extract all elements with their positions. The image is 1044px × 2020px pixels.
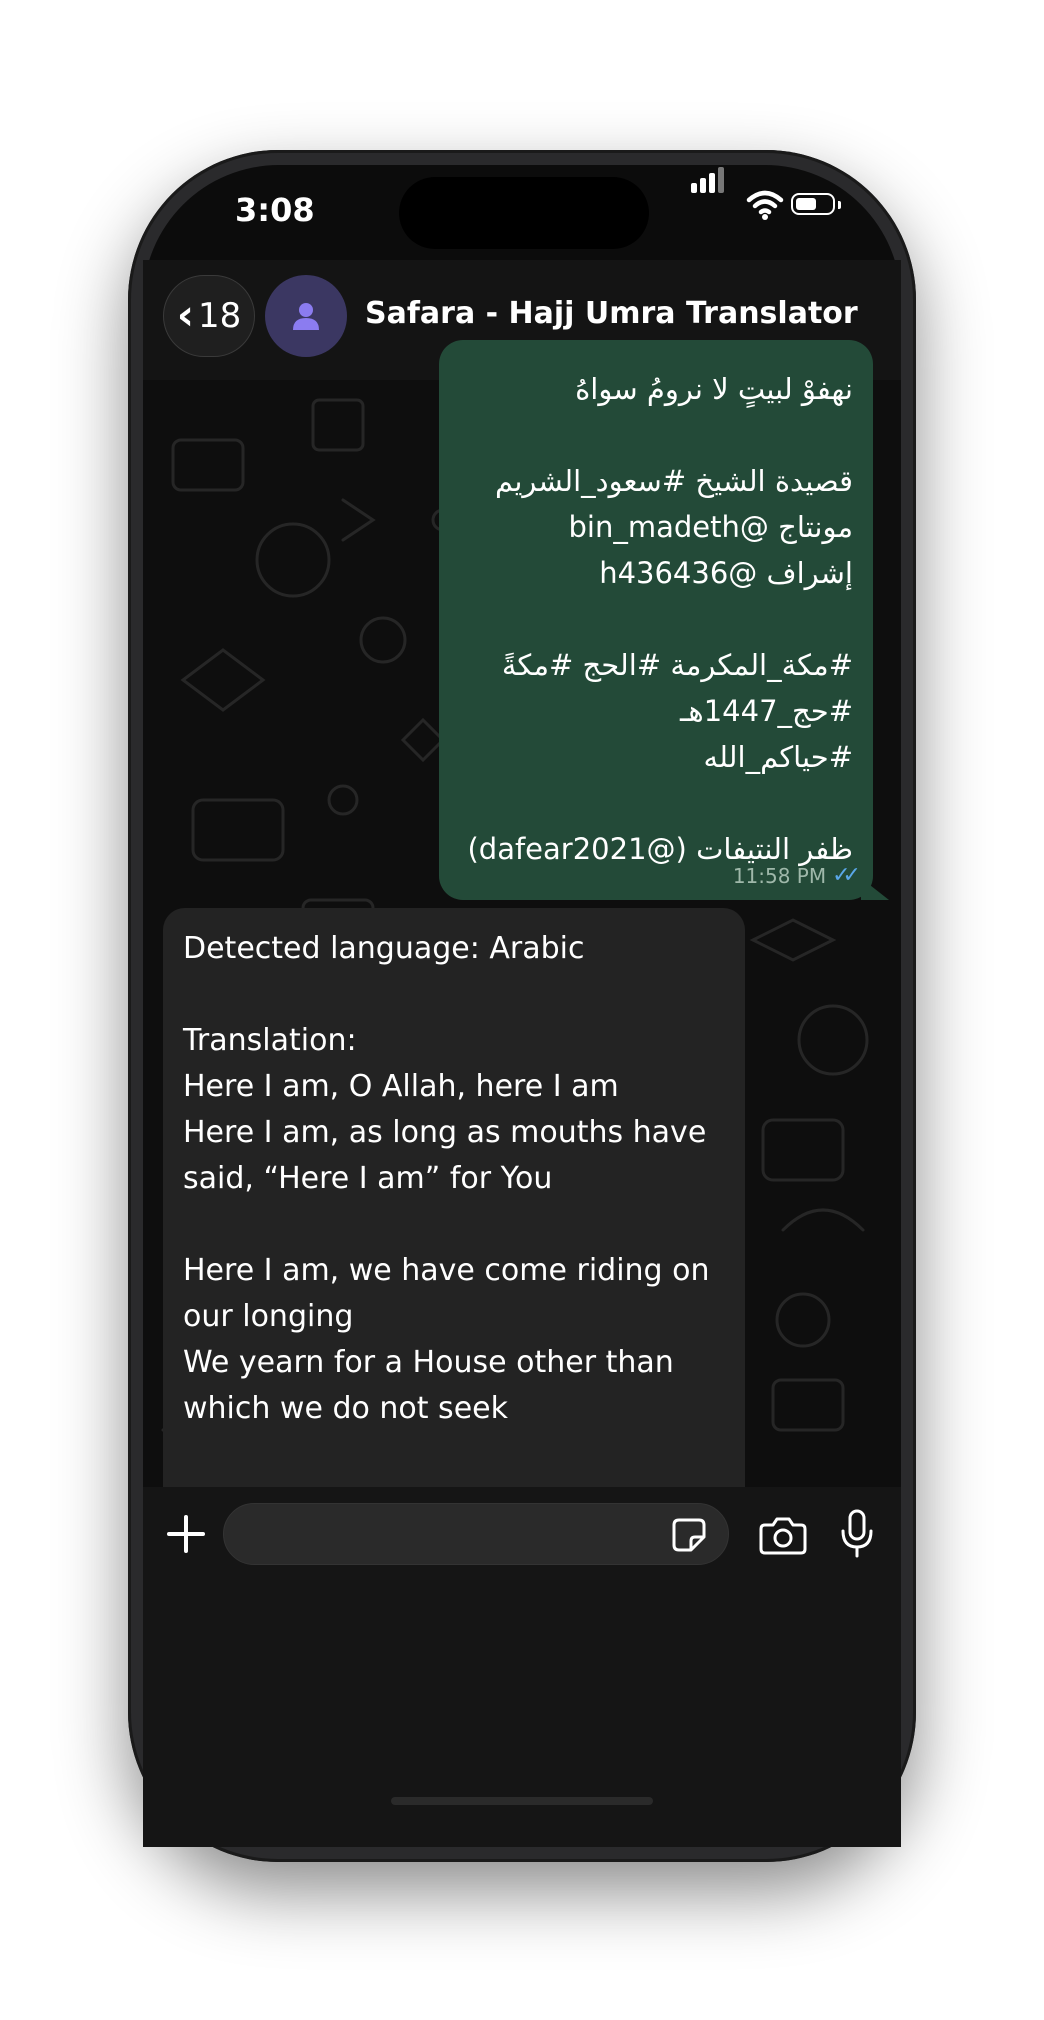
message-line: Translation: <box>183 1023 357 1058</box>
message-line: Here I am, O Allah, here I am <box>183 1069 619 1104</box>
home-indicator <box>391 1797 653 1805</box>
message-input[interactable] <box>223 1503 729 1565</box>
message-line: نهفوْ لبيتٍ لا نرومُ سواهُ <box>575 372 853 406</box>
microphone-icon[interactable] <box>839 1509 875 1559</box>
unread-count: 18 <box>198 296 242 336</box>
message-line-gap <box>183 1202 725 1248</box>
battery-tip <box>838 201 841 209</box>
phone-screen <box>143 165 901 1847</box>
message-line: مونتاج @bin_madeth <box>568 510 853 544</box>
message-line: Detected language: Arabic <box>183 931 585 966</box>
back-button[interactable] <box>163 275 255 357</box>
chat-title[interactable]: Safara - Hajj Umra Translator <box>365 296 858 331</box>
chat-area[interactable] <box>143 372 901 1487</box>
message-line-gap <box>183 1432 725 1478</box>
message-line: إشراف @h436436 <box>599 556 853 590</box>
status-time: 3:08 <box>235 191 315 229</box>
avatar[interactable] <box>265 275 347 357</box>
message-line: our longing <box>183 1299 354 1334</box>
message-line-gap <box>183 972 725 1018</box>
message-line: ظفر النتيفات (@dafear2021) <box>467 832 853 866</box>
read-receipt-icon: ✓✓ <box>832 863 853 888</box>
message-line: We yearn for a House other than <box>183 1345 674 1380</box>
plus-icon[interactable] <box>165 1513 207 1555</box>
camera-icon[interactable] <box>759 1515 807 1555</box>
sticker-icon[interactable] <box>671 1517 707 1553</box>
message-line: said, “Here I am” for You <box>183 1161 553 1196</box>
dynamic-island <box>399 177 649 249</box>
message-line: which we do not seek <box>183 1391 508 1426</box>
status-icons <box>691 189 861 229</box>
outgoing-message-bubble[interactable] <box>439 340 873 900</box>
battery-icon <box>791 193 835 215</box>
wifi-icon <box>747 189 783 221</box>
person-icon <box>289 299 323 333</box>
message-line: Here I am, we have come riding on <box>183 1253 710 1288</box>
chevron-left-icon: ‹ <box>176 289 195 339</box>
bubble-tail <box>861 878 889 900</box>
message-line: #مكة_المكرمة #الحج #مكةً <box>501 648 853 682</box>
message-line-gap <box>459 412 853 458</box>
message-line-gap <box>459 780 853 826</box>
message-meta <box>733 863 853 888</box>
message-line: Here I am, as long as mouths have <box>183 1115 707 1150</box>
message-time: 11:58 PM <box>732 863 827 888</box>
message-line-gap <box>459 596 853 642</box>
message-line: #حج_1447هـ <box>679 694 853 728</box>
incoming-message-bubble[interactable] <box>163 908 745 1528</box>
message-line: قصيدة الشيخ #سعود_الشريم <box>495 464 853 498</box>
message-composer <box>143 1487 901 1847</box>
message-line: #حياكم_الله <box>703 740 853 774</box>
